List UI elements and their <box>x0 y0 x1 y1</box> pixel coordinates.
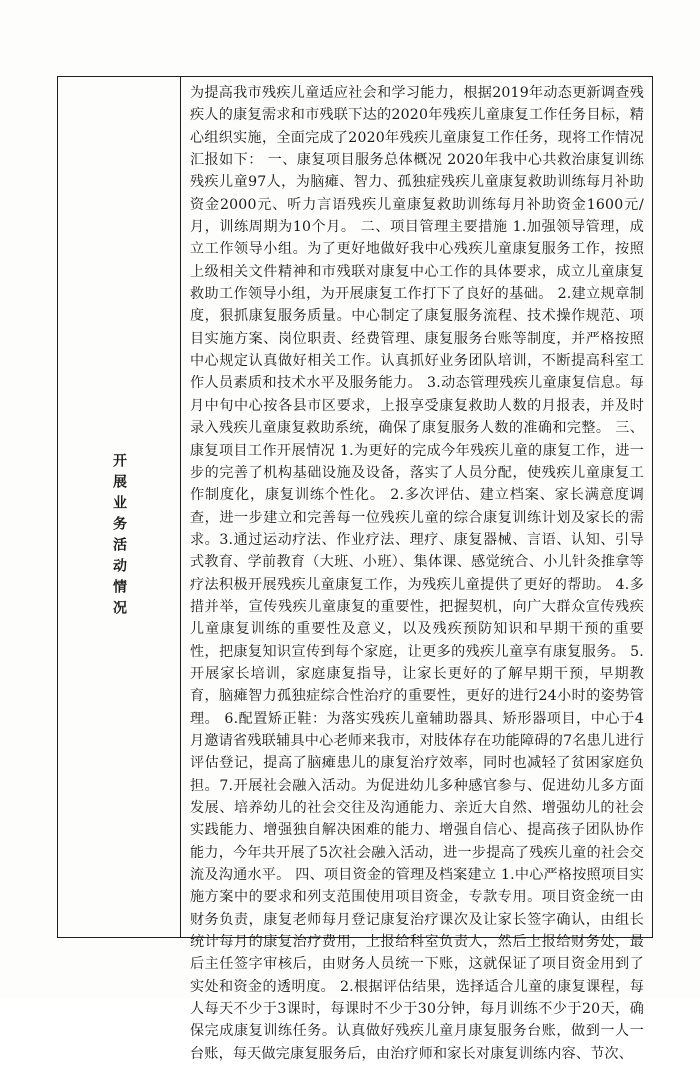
content-cell <box>181 77 652 1062</box>
report-table <box>57 76 653 1062</box>
row-label: 开展业务活动情况 <box>111 453 127 621</box>
row-label-cell <box>58 77 181 937</box>
report-paragraph: 为提高我市残疾儿童适应社会和学习能力，根据2019年动态更新调查残疾人的康复需求和市残联下达的2020年残疾儿童康复工作任务目标，精心组织实施，全面完成了2020年残疾儿童康复工作任务，现将工作情况汇报如下： 一、康复项目服务总体概况 2020年我中心共救治康复训练残疾儿童97人，为脑瘫、智力、孤独症残疾儿童康复救助训练每月补助资金2000元、听力言语残疾儿童康复救助训练每月补助资金1600元/月，训练周期为10个月。 二、项目管理主要措施 1.加强领导管理，成立工作领导小组。为了更好地做好我中心残疾儿童康复服务工作，按照上级相关文件精神和市残联对康复中心工作的具体要求，成立儿童康复救助工作领导小组，为开展康复工作打下了良好的基础。 2.建立规章制度，狠抓康复服务质量。中心制定了康复服务流程、技术操作规范、项目实施方案、岗位职责、经费管理、康复服务台账等制度，并严格按照中心规定认真做好相关工作。认真抓好业务团队培训，不断提高科室工作人员素质和技术水平及服务能力。 3.动态管理残疾儿童康复信息。每月中旬中心按各县市区要求，上报享受康复救助人数的月报表，并及时录入残疾儿童康复救助系统，确保了康复服务人数的准确和完整。 三、康复项目工作开展情况 1.为更好的完成今年残疾儿童的康复工作，进一步的完善了机构基础设施及设备，落实了人员分配，使残疾儿童康复工作制度化，康复训练个性化。 2.多次评估、建立档案、家长满意度调查，进一步建立和完善每一位残疾儿童的综合康复训练计划及家长的需求。3.通过运动疗法、作业疗法、理疗、康复器械、言语、认知、引导式教育、学前教育（大班、小班）、集体课、感觉统合、小儿针灸推拿等疗法积极开展残疾儿童康复工作，为残疾儿童提供了更好的帮助。 4.多措并举，宣传残疾儿童康复的重要性，把握契机，向广大群众宣传残疾儿童康复训练的重要性及意义，以及残疾预防知识和早期干预的重要性，把康复知识宣传到每个家庭，让更多的残疾儿童享有康复服务。 5.开展家长培训，家庭康复指导，让家长更好的了解早期干预，早期教育，脑瘫智力孤独症综合性治疗的重要性，更好的进行24小时的姿势管理。 6.配置矫正鞋：为落实残疾儿童辅助器具、矫形器项目，中心于4月邀请省残联辅具中心老师来我市，对肢体存在功能障碍的7名患儿进行评估登记，提高了脑瘫患儿的康复治疗效率，同时也减轻了贫困家庭负担。7.开展社会融入活动。为促进幼儿多种感官参与、促进幼儿多方面发展、培养幼儿的社会交往及沟通能力、亲近大自然、增强幼儿的社会实践能力、增强独自解决困难的能力、增强自信心、提高孩子团队协作能力，今年共开展了5次社会融入活动，进一步提高了残疾儿童的社会交流及沟通水平。 四、项目资金的管理及档案建立 1.中心严格按照项目实施方案中的要求和列支范围使用项目资金，专款专用。项目资金统一由财务负责，康复老师每月登记康复治疗课次及让家长签字确认，由组长统计每月的康复治疗费用，上报给科室负责人，然后上报给财务处，最后主任签字审核后，由财务人员统一下账，这就保证了项目资金用到了实处和资金的透明度。 2.根据评估结果，选择适合儿童的康复课程，每人每天不少于3课时，每课时不少于30分钟，每月训练不少于20天，确保完成康复训练任务。认真做好残疾儿童月康复服务台账，做到一人一台账，每天做完康复服务后，由治疗师和家长对康复训练内容、节次、 <box>190 85 644 1062</box>
